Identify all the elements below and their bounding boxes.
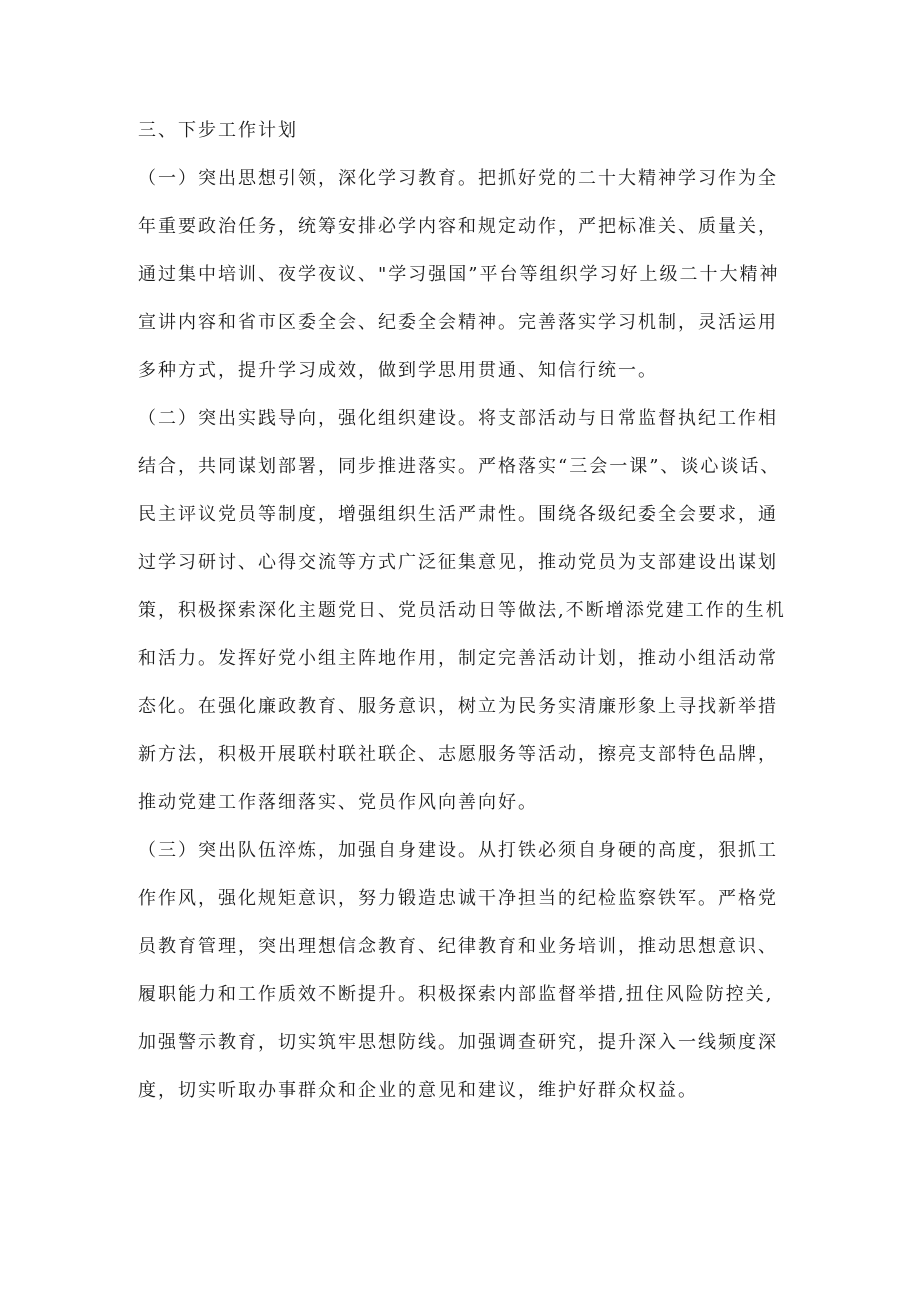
paragraph-2-line-2: 结合，共同谋划部署，同步推进落实。严格落实“三会一课”、谈心谈话、: [138, 456, 781, 477]
paragraph-2-line-6: 和活力。发挥好党小组主阵地作用，制定完善活动计划，推动小组活动常: [138, 648, 778, 669]
paragraph-2-line-9: 推动党建工作落细落实、党员作风向善向好。: [138, 792, 538, 813]
paragraph-3-line-5: 加强警示教育，切实筑牢思想防线。加强调查研究，提升深入一线频度深: [138, 1032, 778, 1053]
paragraph-3-line-4: 履职能力和工作质效不断提升。积极探索内部监督举措,扭住风险防控关,: [138, 984, 774, 1005]
paragraph-2-line-3: 民主评议党员等制度，增强组织生活严肃性。围绕各级纪委全会要求，通: [138, 504, 778, 525]
paragraph-2-line-1: （二）突出实践导向，强化组织建设。将支部活动与日常监督执纪工作相: [138, 408, 778, 429]
paragraph-2-line-4: 过学习研讨、心得交流等方式广泛征集意见，推动党员为支部建设出谋划: [138, 552, 778, 573]
paragraph-3-line-3: 员教育管理，突出理想信念教育、纪律教育和业务培训，推动思想意识、: [138, 936, 778, 957]
paragraph-3-line-1: （三）突出队伍淬炼，加强自身建设。从打铁必须自身硬的高度，狠抓工: [138, 840, 778, 861]
paragraph-1-line-2: 年重要政治任务，统筹安排必学内容和规定动作，严把标准关、质量关，: [138, 216, 778, 237]
paragraph-2-line-8: 新方法，积极开展联村联社联企、志愿服务等活动，擦亮支部特色品牌，: [138, 744, 778, 765]
paragraph-1-line-1: （一）突出思想引领，深化学习教育。把抓好党的二十大精神学习作为全: [138, 168, 778, 189]
paragraph-1-line-5: 多种方式，提升学习成效，做到学思用贯通、知信行统一。: [138, 360, 658, 381]
paragraph-2-line-5: 策，积极探索深化主题党日、党员活动日等做法,不断增添党建工作的生机: [138, 600, 786, 621]
paragraph-3-line-6: 度，切实听取办事群众和企业的意见和建议，维护好群众权益。: [138, 1080, 698, 1101]
paragraph-1-line-4: 宣讲内容和省市区委全会、纪委全会精神。完善落实学习机制，灵活运用: [138, 312, 778, 333]
paragraph-1-line-3: 通过集中培训、夜学夜议、"学习强国”平台等组织学习好上级二十大精神: [138, 264, 780, 285]
paragraph-3-line-2: 作作风，强化规矩意识，努力锻造忠诚干净担当的纪检监察铁军。严格党: [138, 888, 778, 909]
paragraph-2-line-7: 态化。在强化廉政教育、服务意识，树立为民务实清廉形象上寻找新举措: [138, 696, 778, 717]
section-heading: 三、下步工作计划: [138, 120, 298, 141]
